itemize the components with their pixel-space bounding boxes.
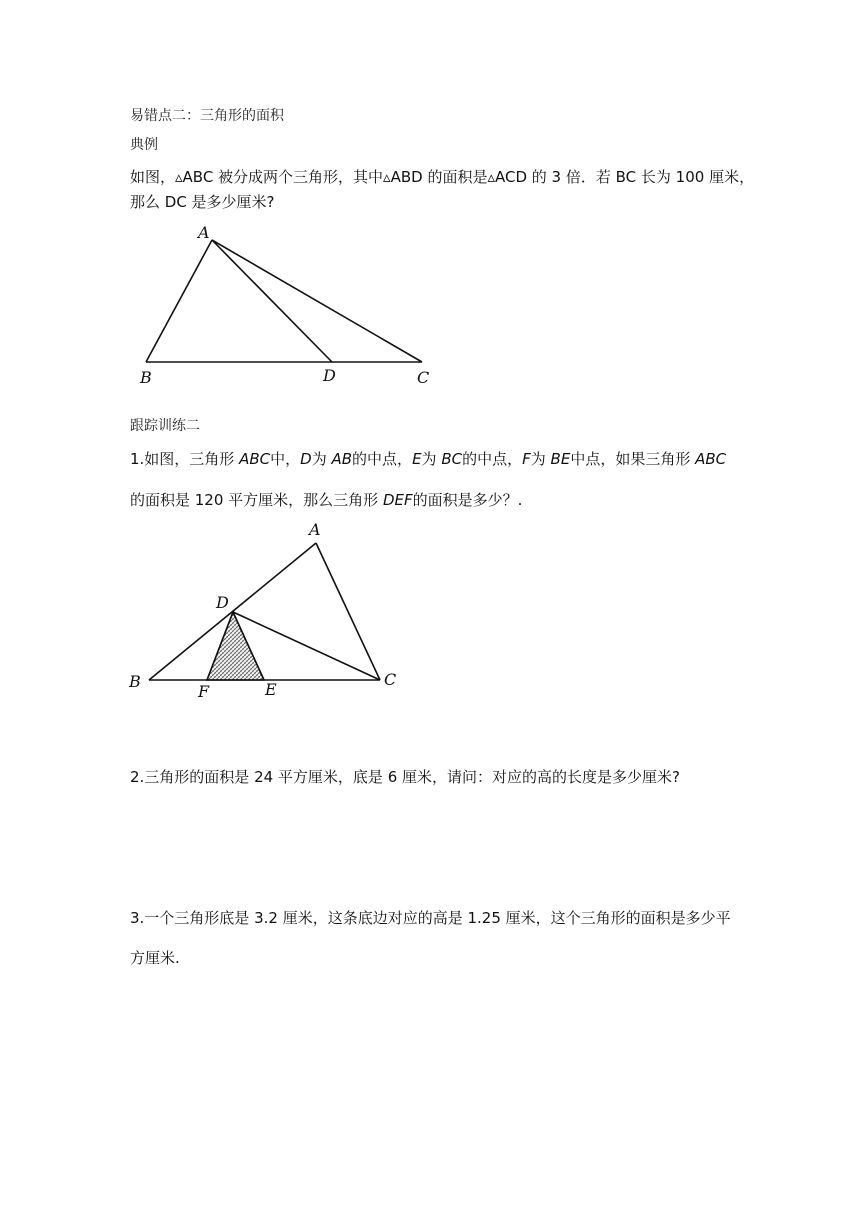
q1-text: 中点，如果三角形 — [570, 450, 696, 468]
question-1-line-2 — [130, 489, 522, 511]
q1-var: ABC — [239, 450, 271, 468]
q1-text: 1.如图，三角形 — [130, 450, 240, 468]
question-1-triangle-figure — [125, 515, 415, 705]
question-3-line-2: 方厘米. — [130, 949, 180, 967]
example-problem-line-2: 那么 DC 是多少厘米? — [130, 193, 275, 211]
q1-text: 中， — [270, 450, 301, 468]
label-B: B — [140, 368, 152, 387]
practice-label: 跟踪训练二 — [130, 418, 200, 434]
q1-var: D — [300, 450, 312, 468]
label-D: D — [323, 366, 336, 385]
q1-text: 为 — [530, 450, 551, 468]
q1-var: DEF — [382, 491, 413, 509]
example-triangle-figure — [130, 220, 450, 395]
q1-var: E — [412, 450, 422, 468]
q1-text: 的中点， — [462, 450, 523, 468]
q1-var: AB — [331, 450, 353, 468]
q1-var: ABC — [695, 450, 727, 468]
q1-text: 为 — [311, 450, 332, 468]
q1-text: 的面积是多少？. — [412, 491, 523, 509]
question-1-line-1 — [130, 448, 726, 470]
label-D: D — [216, 593, 229, 612]
segment-AD — [212, 240, 332, 362]
label-A: A — [309, 520, 321, 539]
label-E: E — [265, 680, 277, 699]
q1-text: 为 — [421, 450, 442, 468]
q1-text: 的面积是 120 平方厘米，那么三角形 — [130, 491, 383, 509]
segment-AB — [146, 240, 212, 362]
q1-var: F — [522, 450, 531, 468]
label-C: C — [384, 670, 397, 689]
question-2: 2.三角形的面积是 24 平方厘米，底是 6 厘米，请问：对应的高的长度是多少厘米? — [130, 768, 680, 786]
section-title: 易错点二：三角形的面积 — [130, 108, 284, 124]
label-F: F — [198, 682, 210, 701]
question-3-line-1: 3.一个三角形底是 3.2 厘米，这条底边对应的高是 1.25 厘米，这个三角形的面积是多少平 — [130, 909, 731, 927]
segment-AC — [316, 543, 380, 680]
label-B: B — [129, 672, 141, 691]
q1-var: BC — [441, 450, 463, 468]
label-A: A — [198, 223, 210, 242]
label-C: C — [417, 368, 430, 387]
q1-var: BE — [550, 450, 571, 468]
q1-text: 的中点， — [352, 450, 413, 468]
segment-AC — [212, 240, 422, 362]
example-label: 典例 — [130, 137, 158, 153]
example-problem-line-1: 如图，▵ABC 被分成两个三角形，其中▵ABD 的面积是▵ACD 的 3 倍．若 BC 长为 100 厘米， — [130, 168, 755, 186]
